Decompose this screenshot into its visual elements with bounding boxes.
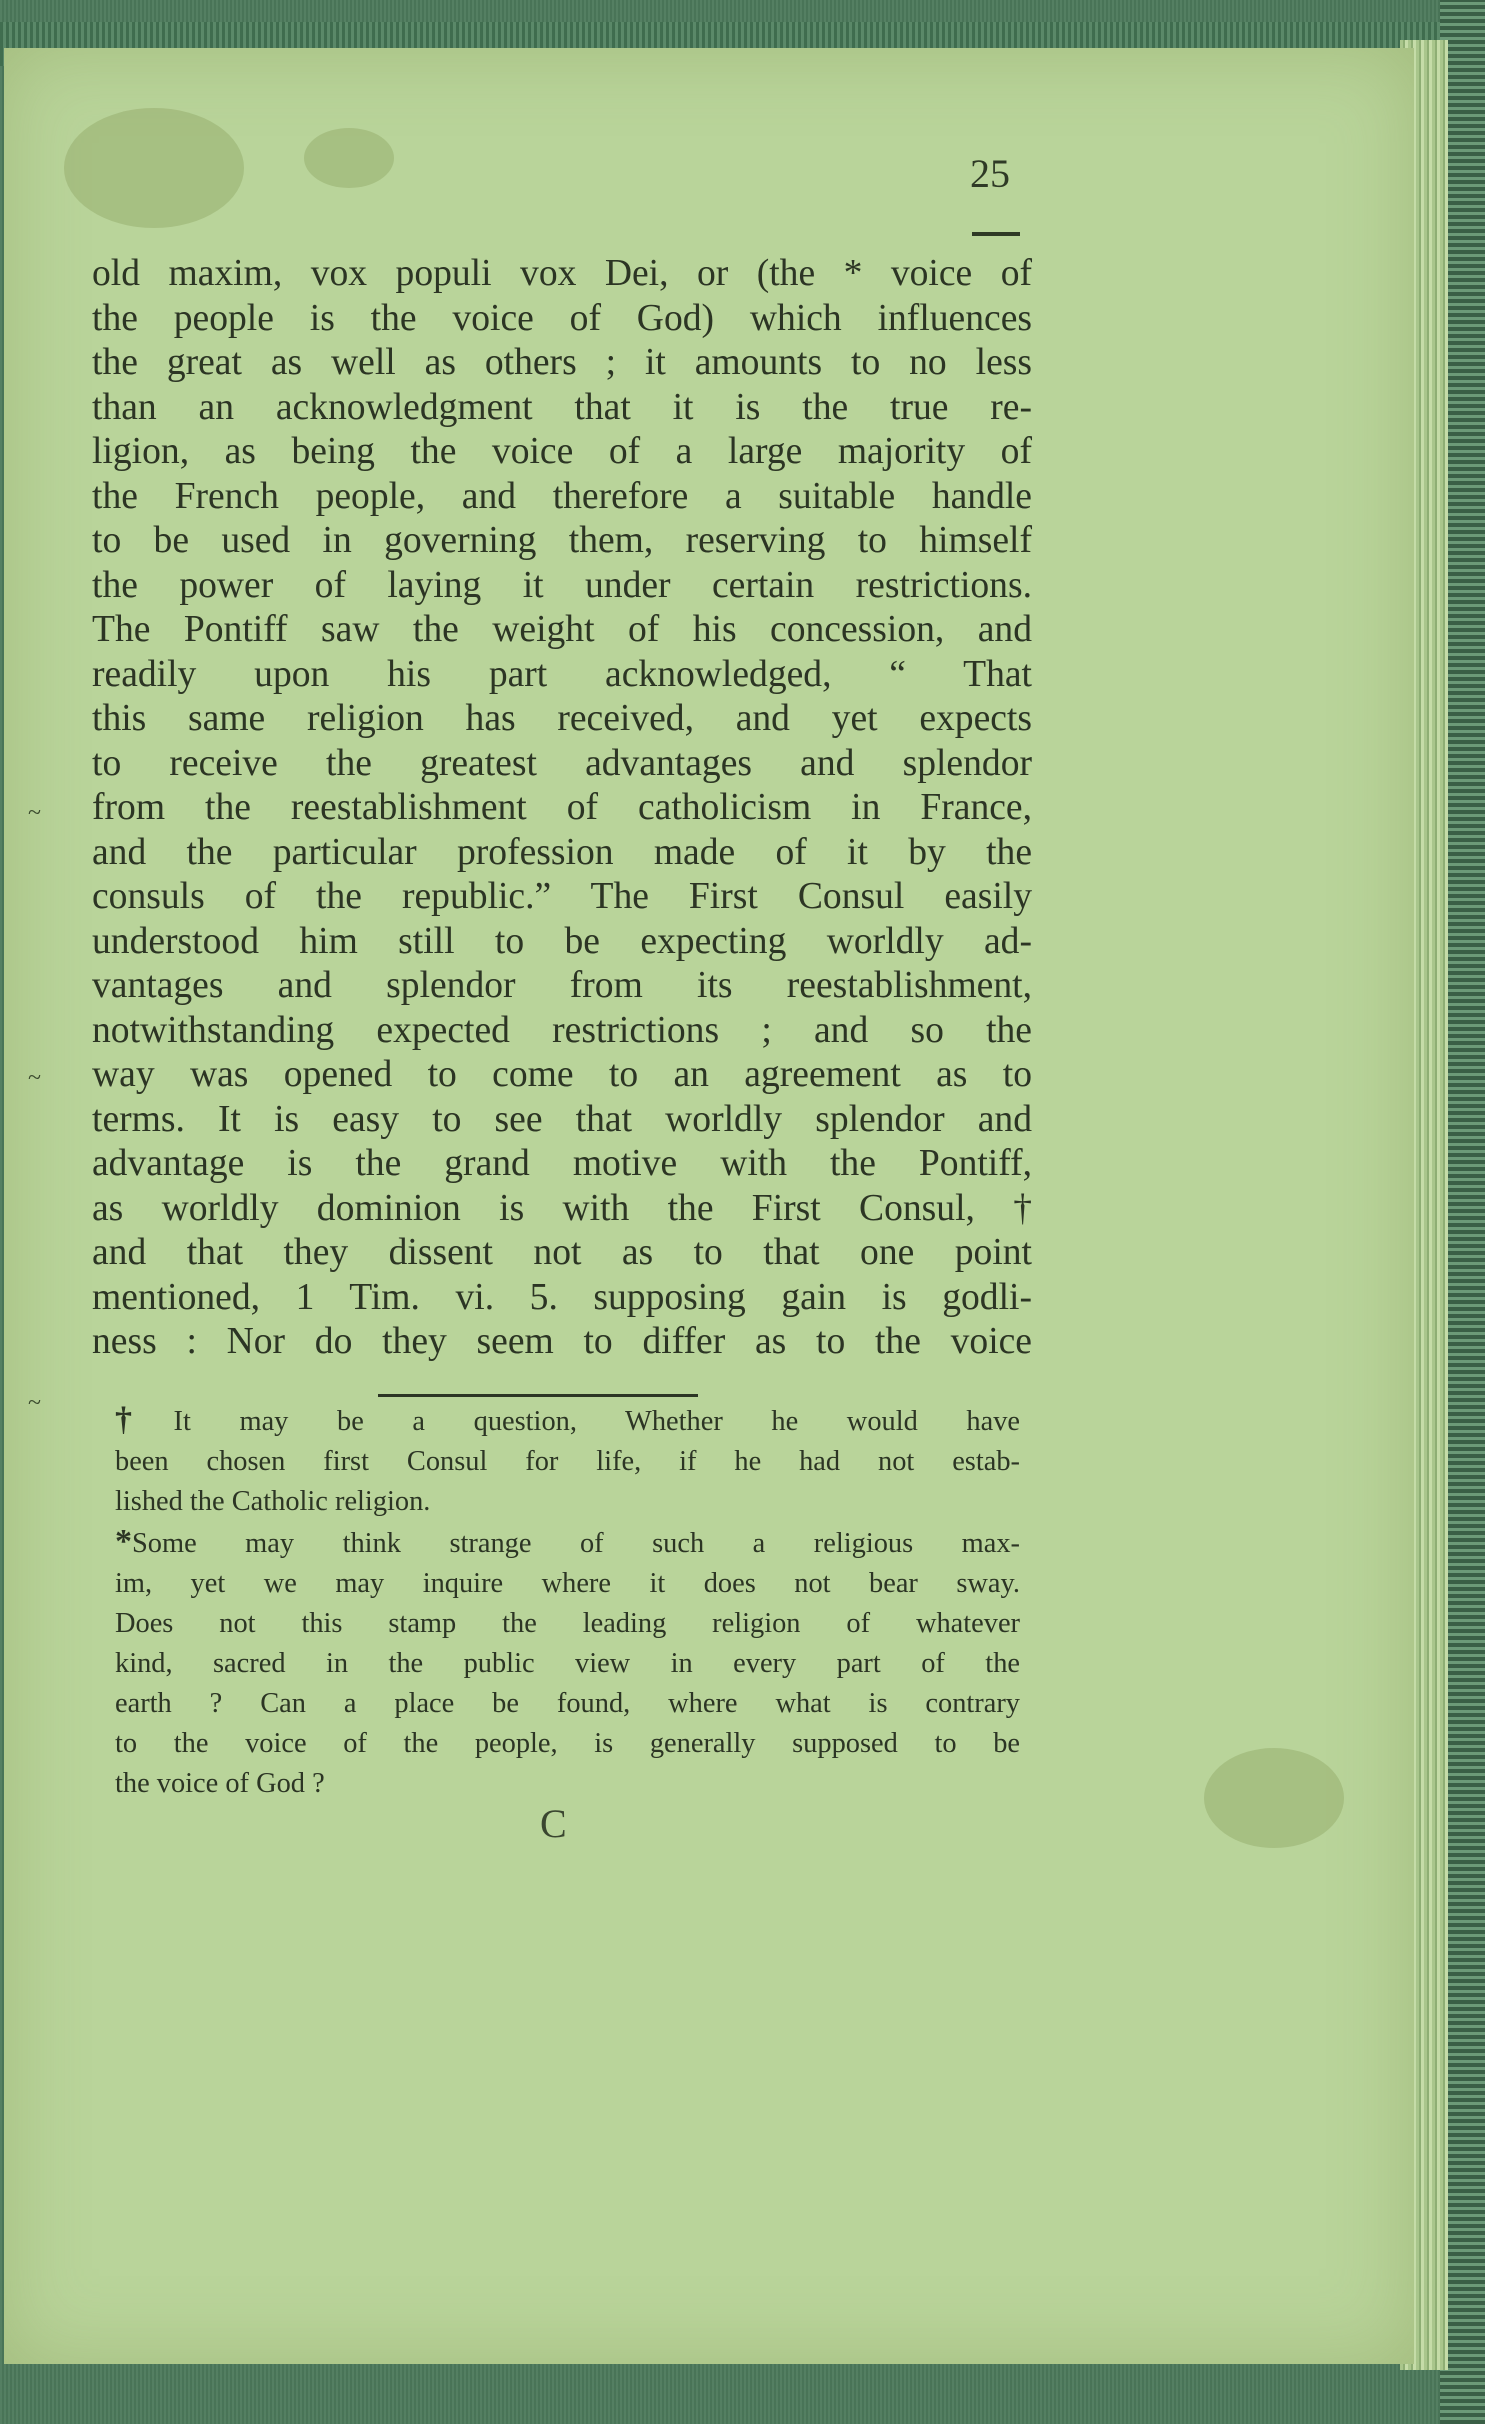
text-line: consuls of the republic.” The First Consul easily <box>92 876 1032 917</box>
text-line: the people is the voice of God) which influences <box>92 297 1032 339</box>
signature-mark: C <box>540 1801 567 1846</box>
text-line: understood him still to be expecting worldly ad- <box>92 920 1032 962</box>
footnote-line: Does not this stamp the leading religion of whatever <box>115 1608 1020 1639</box>
footnote-line <box>115 1400 1020 1442</box>
footnote-line: im, yet we may inquire where it does not bear sway. <box>115 1568 1020 1599</box>
text-line: than an acknowledgment that it is the true re- <box>92 386 1032 428</box>
dagger-mark: † <box>115 1401 174 1438</box>
footnote-line: been chosen first Consul for life, if he had not estab- <box>115 1446 1020 1477</box>
text-line: old maxim, vox populi vox Dei, or (the * voice of <box>92 253 1032 294</box>
footnote-line: kind, sacred in the public view in every part of the <box>115 1648 1020 1679</box>
text-line: the French people, and therefore a suitable handle <box>92 475 1032 517</box>
footnote-dagger <box>115 1400 1020 1522</box>
footnote-line: the voice of God ? <box>115 1768 325 1799</box>
margin-mark: ~ <box>28 1065 41 1091</box>
text-line: to be used in governing them, reserving to himself <box>92 520 1032 561</box>
footnote-line: to the voice of the people, is generally supposed to be <box>115 1728 1020 1759</box>
asterisk-mark: * <box>115 1523 132 1560</box>
text-line: mentioned, 1 Tim. vi. 5. supposing gain is godli- <box>92 1276 1032 1318</box>
body-text <box>92 252 1032 1365</box>
text-line: The Pontiff saw the weight of his concession, and <box>92 609 1032 650</box>
text-line: the power of laying it under certain restrictions. <box>92 564 1032 606</box>
text-line: readily upon his part acknowledged, “ That <box>92 653 1032 695</box>
footnote-line: earth ? Can a place be found, where what is contrary <box>115 1688 1020 1719</box>
text-line: ligion, as being the voice of a large majority of <box>92 431 1032 472</box>
text-line: vantages and splendor from its reestablishment, <box>92 965 1032 1006</box>
footnote-line: lished the Catholic religion. <box>115 1486 431 1517</box>
text-line: and the particular profession made of it by the <box>92 831 1032 873</box>
text-line: way was opened to come to an agreement as to <box>92 1054 1032 1095</box>
foxing-stain <box>1204 1748 1344 1848</box>
footnote-star <box>115 1522 1020 1804</box>
margin-mark: ~ <box>28 800 41 826</box>
text-line: to receive the greatest advantages and splendor <box>92 742 1032 784</box>
page-number-rule <box>972 232 1020 236</box>
foxing-stain <box>304 128 394 188</box>
page-number: 25 <box>970 151 1010 196</box>
footnote-divider <box>378 1394 698 1397</box>
text-line: and that they dissent not as to that one point <box>92 1232 1032 1273</box>
text-line: notwithstanding expected restrictions ; and so the <box>92 1009 1032 1051</box>
text-line: this same religion has received, and yet expects <box>92 698 1032 739</box>
margin-mark: ~ <box>28 1390 41 1416</box>
text-line: advantage is the grand motive with the Pontiff, <box>92 1143 1032 1184</box>
text-line: the great as well as others ; it amounts to no less <box>92 342 1032 383</box>
footnotes <box>115 1400 1020 1804</box>
footnote-text: Some may think strange of such a religious max- <box>132 1528 1020 1559</box>
footnote-line <box>115 1522 1020 1564</box>
text-line: ness : Nor do they seem to differ as to the voice <box>92 1321 1032 1362</box>
footnote-text: It may be a question, Whether he would have <box>173 1406 1021 1437</box>
text-line: as worldly dominion is with the First Consul, † <box>92 1187 1032 1229</box>
text-line: from the reestablishment of catholicism in France, <box>92 787 1032 828</box>
text-line: terms. It is easy to see that worldly splendor and <box>92 1098 1032 1140</box>
foxing-stain <box>64 108 244 228</box>
